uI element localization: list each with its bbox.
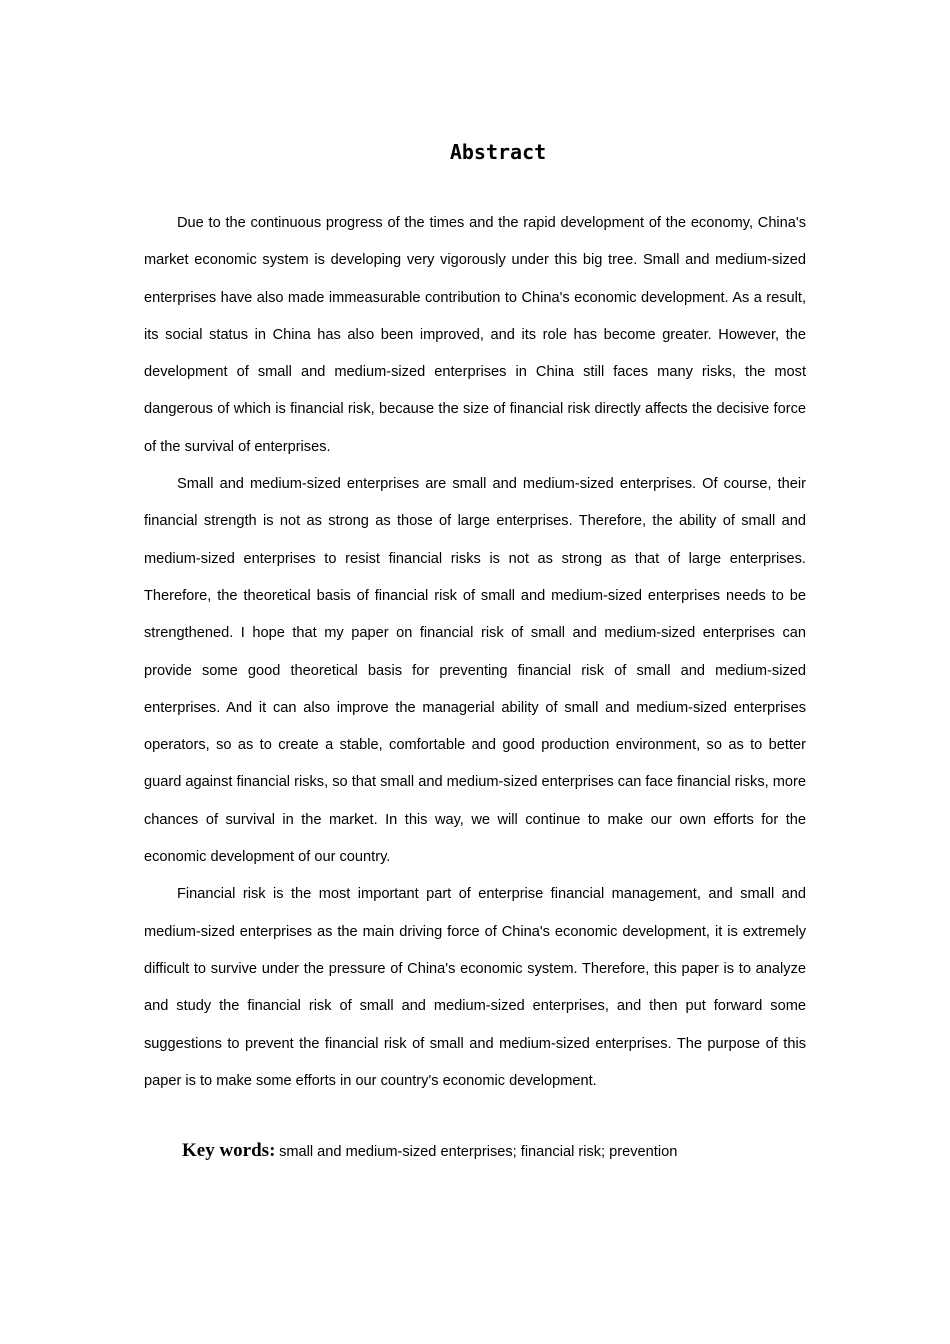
abstract-paragraph-2: Small and medium-sized enterprises are small and medium-sized enterprises. Of course, their financial strength is not as strong as those of large enterprises. Therefore, the ability of small and medium-sized enterprises to resist financial risks is not as strong as that of large enterprises. Therefore, the theoretical basis of financial risk of small and medium-sized enterprises needs to be strengthened. I hope that my paper on financial risk of small and medium-sized enterprises can provide some good theoretical basis for preventing financial risk of small and medium-sized enterprises. And it can also improve the managerial ability of small and medium-sized enterprises operators, so as to create a stable, comfortable and good production environment, so as to better guard against financial risks, so that small and medium-sized enterprises can face financial risks, more chances of survival in the market. In this way, we will continue to make our own efforts for the economic development of our country. <box>144 476 806 866</box>
abstract-paragraph-1: Due to the continuous progress of the times and the rapid development of the economy, China's market economic system is developing very vigorously under this big tree. Small and medium-sized enterprises have also made immeasurable contribution to China's economic development. As a result, its social status in China has also been improved, and its role has become greater. However, the development of small and medium-sized enterprises in China still faces many risks, the most dangerous of which is financial risk, because the size of financial risk directly affects the decisive force of the survival of enterprises. <box>144 215 806 455</box>
abstract-paragraph-3: Financial risk is the most important part of enterprise financial management, and small and medium-sized enterprises as the main driving force of China's economic development, it is extremely difficult to survive under the pressure of China's economic system. Therefore, this paper is to analyze and study the financial risk of small and medium-sized enterprises, and then put forward some suggestions to prevent the financial risk of small and medium-sized enterprises. The purpose of this paper is to make some efforts in our country's economic development. <box>144 886 806 1089</box>
abstract-title: Abstract <box>449 140 547 164</box>
keywords-line <box>182 1135 822 1168</box>
keywords-label: Key words: <box>182 1140 276 1161</box>
abstract-body <box>144 205 806 1100</box>
keywords-value: small and medium-sized enterprises; financial risk; prevention <box>279 1144 678 1160</box>
